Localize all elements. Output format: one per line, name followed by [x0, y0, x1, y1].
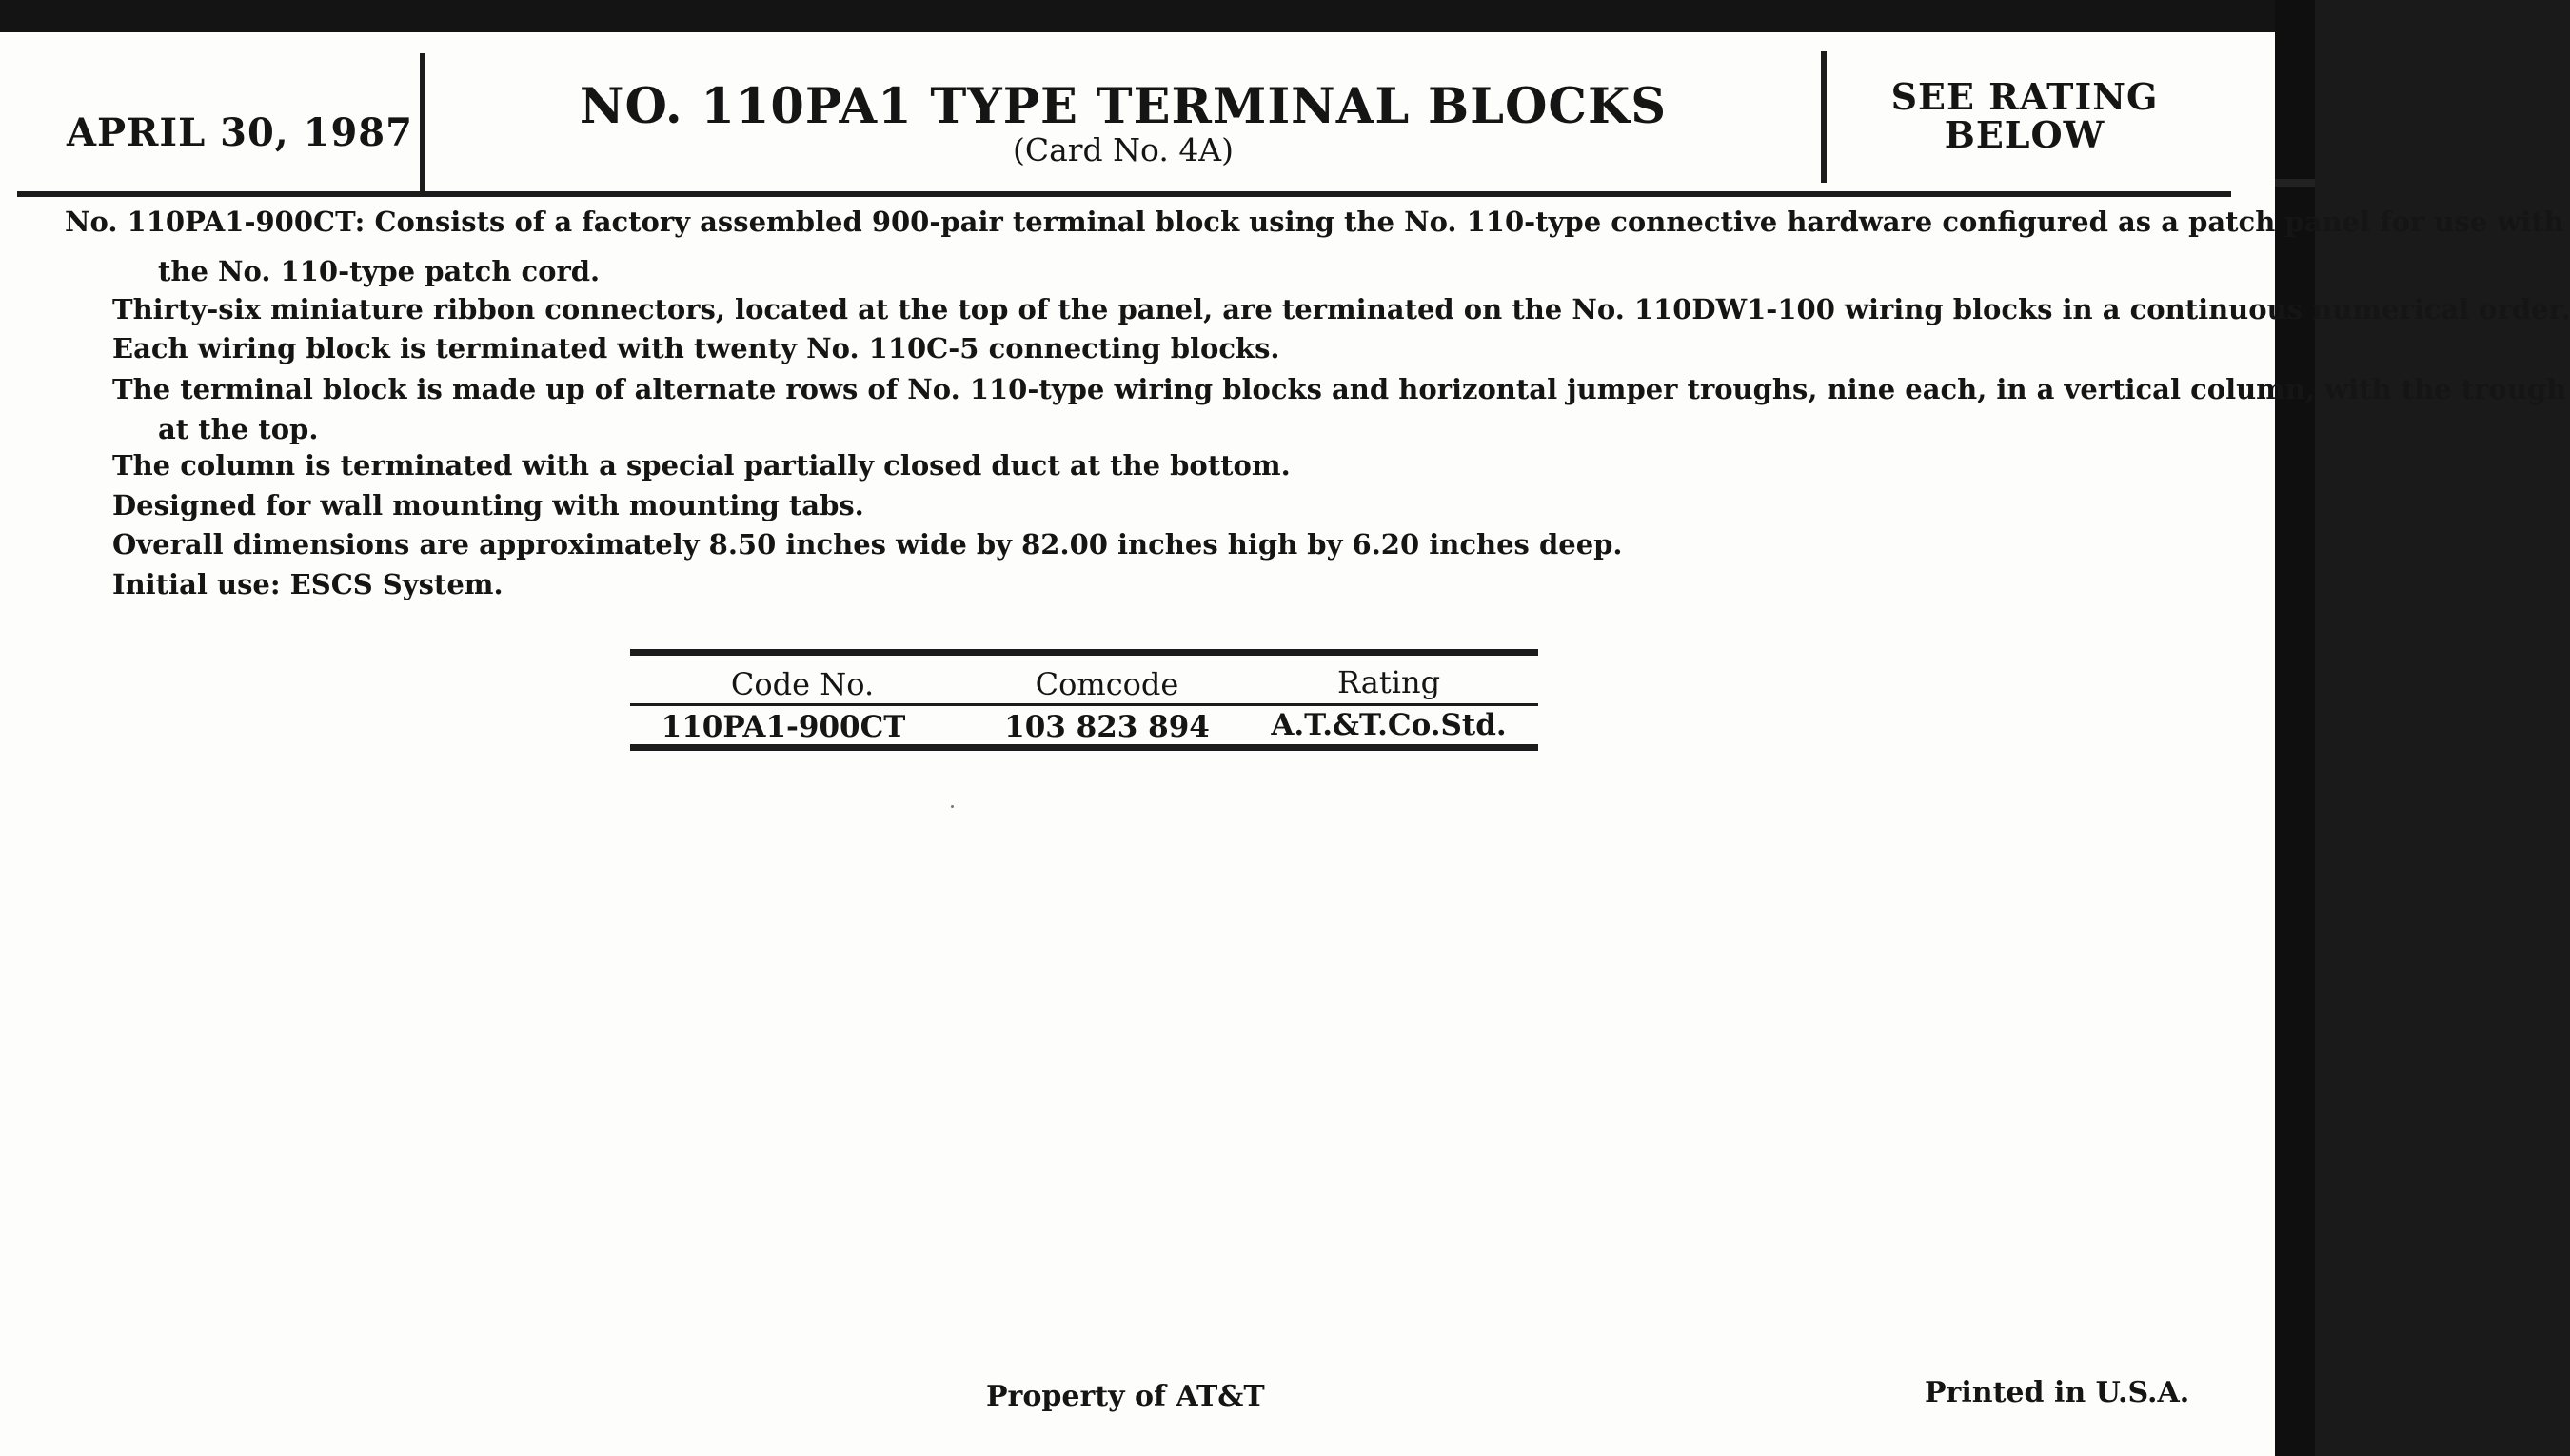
table-cell-comcode: 103 823 894 — [1004, 710, 1210, 744]
table-top-rule — [630, 649, 1538, 656]
description-line: The terminal block is made up of alternate rows of No. 110-type wiring blocks and horizontal jumper troughs, nine each, in a vertical column, with the trough — [112, 373, 2567, 405]
paper-speck — [951, 805, 954, 808]
header-divider-right — [1821, 51, 1827, 183]
table-cell-code: 110PA1-900CT — [661, 710, 906, 744]
table-header-comcode: Comcode — [1035, 666, 1179, 702]
description-line: Overall dimensions are approximately 8.50 inches wide by 82.00 inches high by 6.20 inches deep. — [112, 528, 1623, 561]
table-bottom-rule — [630, 744, 1538, 751]
description-line: Each wiring block is terminated with twenty No. 110C-5 connecting blocks. — [112, 332, 1280, 364]
footer-printed: Printed in U.S.A. — [1925, 1376, 2190, 1409]
description-line: Thirty-six miniature ribbon connectors, located at the top of the panel, are terminated on the No. 110DW1-100 wiring blocks in a continuous numerical order. — [112, 293, 2570, 325]
table-cell-rating: A.T.&T.Co.Std. — [1271, 708, 1507, 742]
rating-note-line-1: SEE RATING — [1890, 75, 2159, 118]
card-number: (Card No. 4A) — [1012, 131, 1235, 168]
header-divider-left — [420, 53, 425, 196]
table-header-rule — [630, 703, 1538, 706]
table-header-rating: Rating — [1336, 664, 1441, 700]
footer-property: Property of AT&T — [986, 1380, 1265, 1413]
description-line: No. 110PA1-900CT: Consists of a factory assembled 900-pair terminal block using the No. 110-type connective hardware configured as a patch panel for use with — [65, 206, 2564, 238]
rating-note — [1831, 75, 2218, 156]
card-title: NO. 110PA1 TYPE TERMINAL BLOCKS — [579, 78, 1668, 135]
description-line: at the top. — [158, 413, 319, 445]
terminal-block-card — [0, 32, 2570, 1456]
card-date: APRIL 30, 1987 — [67, 110, 413, 155]
description-line: the No. 110-type patch cord. — [158, 255, 601, 287]
table-header-code: Code No. — [730, 666, 875, 702]
rating-note-line-2: BELOW — [1944, 113, 2105, 156]
description-line: Initial use: ESCS System. — [112, 568, 504, 600]
description-line: Designed for wall mounting with mounting tabs. — [112, 489, 864, 521]
header-rule — [17, 191, 2231, 197]
description-line: The column is terminated with a special partially closed duct at the bottom. — [112, 449, 1291, 482]
